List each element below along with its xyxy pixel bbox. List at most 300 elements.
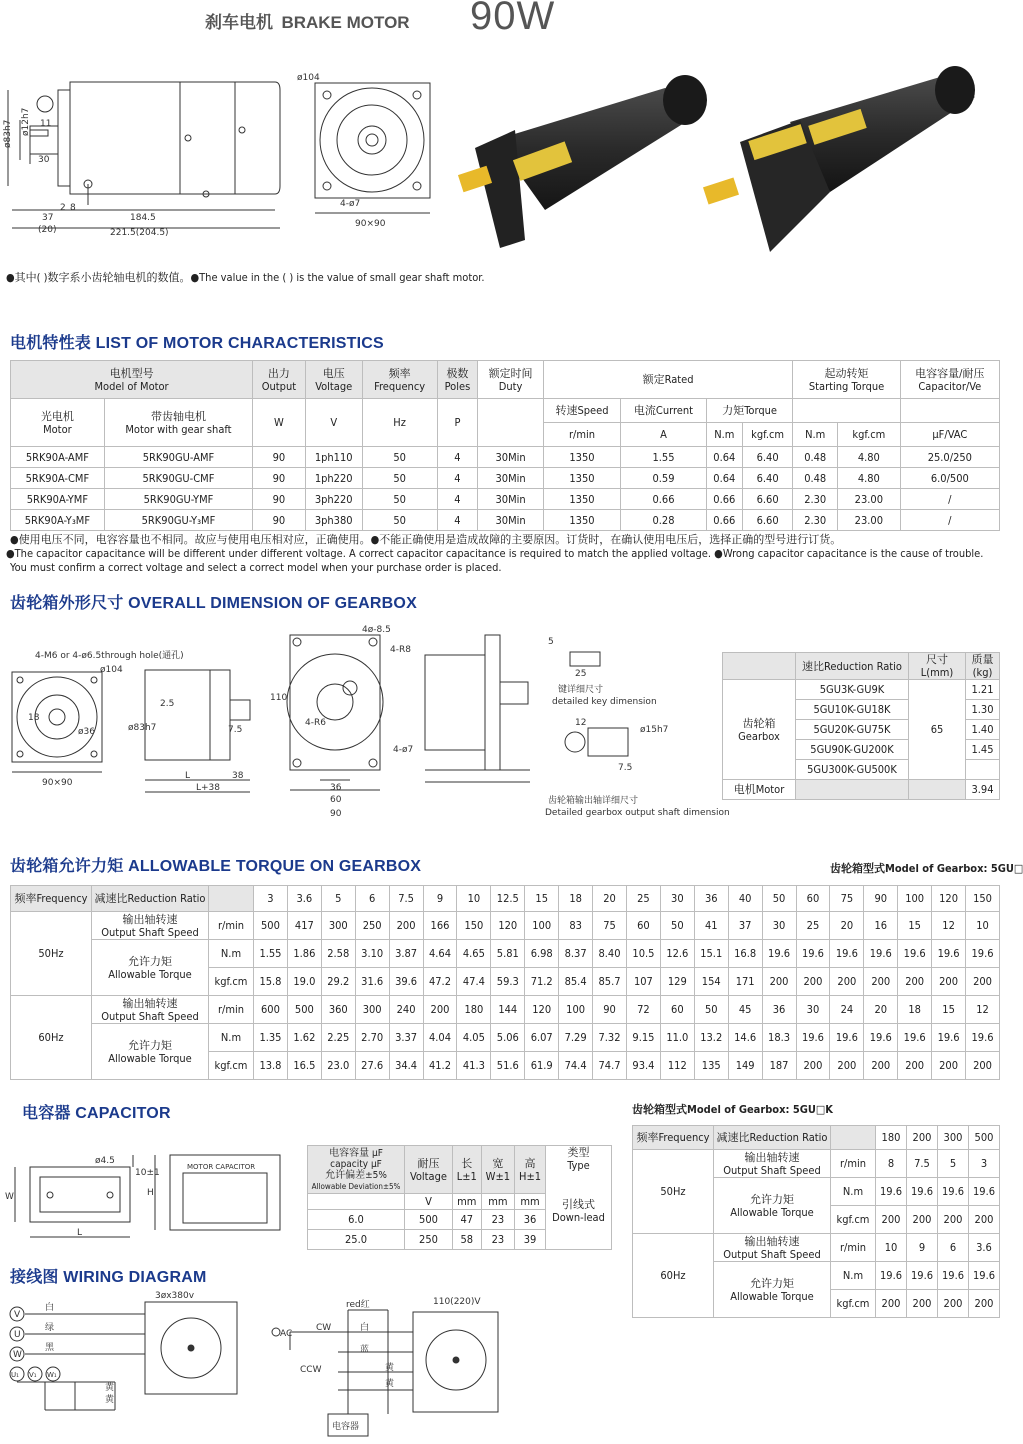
table-row	[11, 912, 1000, 940]
unit-cell: r/min	[831, 1150, 876, 1178]
capacitor-drawing	[5, 1145, 295, 1245]
value-cell: 200	[762, 968, 796, 996]
table-cell: 3ph380	[305, 510, 362, 531]
wire-yellow-1ph-label-2: 黄	[385, 1379, 395, 1389]
value-cell: 4.65	[457, 940, 491, 968]
value-cell: 61.9	[525, 1052, 559, 1080]
allowable-torque-table: 频率Frequency 减速比Reduction Ratio 3 3.6 5 6 7.5 9 10 12.5 15 18 20 25 30 36 40 50 60 75 90 100 120 150 50Hz 输出轴转速 Output Shaft Speed r/min 500 417 300 250 200 166 150 120 100 83 75 60 50 41 37 30 25 20 16 15 12 10 允许力矩 Allowable Torque N.m 1.55 1.86 2.58 3.10 3.87 4.64 4.65 5.81 6.98 8.37 8.40 10.5 12.6 15.1 16.8 19.6 19.6 19.6 19.6 19.6 19.6 19.6 kgf.cm 15.8 19.0 29.2 31.6 39.6 47.2 47.4 59.3 71.2 85.4 85.7 107 129 154 171 200 200 200 200 200 200 200 60Hz 输出轴转速 Output Shaft Speed r/min 600 500 360 300 240 200 180 144 120 100 90 72 60 50 45 36 30 24 20 18 15 12 允许力矩 Allowable Torque N.m 1.35 1.62 2.25 2.70 3.37 4.04 4.05 5.06 6.07 7.29 7.32 9.15 11.0 13.2 14.6 18.3 19.6 19.6 19.6 19.6 19.6 19.6 kgf.cm 13.8 16.5 23.0 27.6 34.4 41.2 41.3 51.6 61.9 74.4 74.7 93.4 112 135 149 187 200 200 200 200 200 200	[10, 885, 1000, 1080]
table-cell: 4	[437, 510, 478, 531]
page-header	[205, 8, 410, 38]
value-cell: 144	[491, 996, 525, 1024]
gear-dim-label-24: 25	[575, 669, 587, 679]
ratio-header: 10	[457, 886, 491, 912]
dim-12h7: ø12h7	[21, 107, 31, 136]
wiring-term-u: U	[14, 1330, 21, 1340]
table-cell: 6.0/500	[900, 468, 999, 489]
wiring-term-w: W	[13, 1350, 22, 1360]
title-cn: 刹车电机	[205, 13, 273, 32]
table-cell: 50	[362, 510, 437, 531]
value-cell: 120	[491, 912, 525, 940]
unit-cell: r/min	[209, 996, 254, 1024]
row-label: 允许力矩 Allowable Torque	[714, 1262, 831, 1318]
table-row	[11, 447, 1000, 468]
value-cell: 19.6	[966, 940, 1000, 968]
value-cell: 47.4	[457, 968, 491, 996]
table-cell: 50	[362, 489, 437, 510]
table-cell: 0.64	[706, 447, 742, 468]
table-cell: 1.55	[621, 447, 707, 468]
table-row	[11, 940, 1000, 968]
value-cell: 60	[660, 996, 694, 1024]
dim-4-7: 4-ø7	[340, 199, 361, 209]
cap-dim-label-3: L	[77, 1228, 83, 1238]
value-cell: 5	[938, 1150, 969, 1178]
value-cell: 30	[796, 996, 830, 1024]
row-label: 输出轴转速 Output Shaft Speed	[92, 912, 209, 940]
value-cell: 200	[969, 1206, 1000, 1234]
mass-cell: 1.30	[966, 700, 1000, 720]
ratio-header: 7.5	[389, 886, 423, 912]
wiring-section-title: 接线图 WIRING DIAGRAM	[10, 1269, 207, 1286]
table-cell: 0.48	[793, 447, 838, 468]
value-cell: 34.4	[389, 1052, 423, 1080]
ratio-header: 60	[796, 886, 830, 912]
wiring-term-v1: V₁	[29, 1371, 37, 1379]
capacitor-note-1: ●使用电压不同，电容容量也不相同。故应与使用电压相对应，正确使用。●不能正确使用是造成故障的主要原因。订货时，在确认使用电压后，选择正确的型号进行订货。	[10, 533, 842, 546]
power-rating: 90W	[470, 0, 556, 38]
value-cell: 12.6	[660, 940, 694, 968]
table-row	[11, 489, 1000, 510]
value-cell: 20	[864, 996, 898, 1024]
value-cell: 12	[966, 996, 1000, 1024]
gear-dim-label-7: 90×90	[42, 778, 73, 788]
value-cell: 3	[969, 1150, 1000, 1178]
value-cell: 6.98	[525, 940, 559, 968]
value-cell: 16	[864, 912, 898, 940]
dim-8: 8	[70, 203, 76, 213]
row-label: 允许力矩 Allowable Torque	[92, 1024, 209, 1080]
value-cell: 19.6	[830, 1024, 864, 1052]
value-cell: 4.05	[457, 1024, 491, 1052]
value-cell: 2.70	[355, 1024, 389, 1052]
value-cell: 16.8	[728, 940, 762, 968]
gear-dim-label-20: detailed key dimension	[552, 697, 657, 707]
mass-cell: 1.40	[966, 720, 1000, 740]
value-cell: 50	[660, 912, 694, 940]
value-cell: 200	[389, 912, 423, 940]
cap-dim-label-4: H	[147, 1188, 154, 1198]
value-cell: 200	[966, 968, 1000, 996]
value-cell: 154	[694, 968, 728, 996]
ratio-header: 9	[423, 886, 457, 912]
value-cell: 200	[938, 1206, 969, 1234]
gear-dim-label-14: 4-R6	[305, 718, 326, 728]
value-cell: 20	[830, 912, 864, 940]
motor-section-title: 电机特性表 LIST OF MOTOR CHARACTERISTICS	[10, 335, 384, 352]
value-cell: 150	[457, 912, 491, 940]
unit-cell: kgf.cm	[209, 1052, 254, 1080]
value-cell: 6.07	[525, 1024, 559, 1052]
value-cell: 360	[321, 996, 355, 1024]
small-torque-model-note: 齿轮箱型式Model of Gearbox: 5GU□K	[632, 1103, 833, 1116]
value-cell: 19.6	[762, 940, 796, 968]
value-cell: 19.6	[876, 1262, 907, 1290]
wiring-term-w1: W₁	[47, 1371, 57, 1379]
value-cell: 36	[762, 996, 796, 1024]
motor-characteristics-table: 电机型号 Model of Motor 出力 Output 电压 Voltage 频率 Frequency 极数 Poles 额定时间 Duty 额定Rated 起动转矩 Starting Torque 电容容量/耐压 Capacitor/Ve 光电机 Motor 带齿轴电机 Motor with gear shaft W V Hz P 转速Speed 电流Current 力矩Torque r/min A N.m kgf.cm N.m kgf.cm μF/VAC 5RK90A-AMF 5RK90GU-AMF 90 1ph110 50 4 30Min 1350 1.55 0.64 6.40 0.48 4.80 25.0/250 5RK90A-CMF 5RK90GU-CMF 90 1ph220 50 4 30Min 1350 0.59 0.64 6.40 0.48 4.80 6.0/500 5RK90A-YMF 5RK90GU-YMF 90 3ph220 50 4 30Min 1350 0.66 0.66 6.60 2.30 23.00 / 5RK90A-Y₃MF 5RK90GU-Y₃MF 90 3ph380 50 4 30Min 1350 0.28 0.66 6.60 2.30 23.00 /	[10, 360, 1000, 531]
table-cell: 3ph220	[305, 489, 362, 510]
value-cell: 187	[762, 1052, 796, 1080]
value-cell: 50	[694, 996, 728, 1024]
table-cell: 30Min	[478, 489, 543, 510]
table-cell: 23.00	[838, 489, 901, 510]
wiring-cw-label: CW	[316, 1323, 332, 1333]
value-cell: 8	[876, 1150, 907, 1178]
value-cell: 47.2	[423, 968, 457, 996]
value-cell: 19.6	[876, 1178, 907, 1206]
value-cell: 149	[728, 1052, 762, 1080]
value-cell: 417	[287, 912, 321, 940]
value-cell: 4.04	[423, 1024, 457, 1052]
table-row	[11, 1024, 1000, 1052]
cap-dim-label-0: ø4.5	[95, 1156, 115, 1166]
table-row	[633, 1150, 1000, 1178]
ratio-header: 50	[762, 886, 796, 912]
ratio-header: 90	[864, 886, 898, 912]
value-cell: 4.64	[423, 940, 457, 968]
value-cell: 9.15	[626, 1024, 660, 1052]
table-cell: 6.60	[742, 510, 793, 531]
table-cell: 30Min	[478, 447, 543, 468]
motor-photo-1	[455, 70, 725, 250]
motor-front-drawing	[295, 68, 445, 233]
value-cell: 19.6	[938, 1262, 969, 1290]
wire-blue-label: 蓝	[360, 1345, 370, 1355]
value-cell: 8.40	[593, 940, 627, 968]
value-cell: 19.6	[864, 1024, 898, 1052]
ratio-cell: 5GU90K-GU200K	[796, 740, 909, 760]
ratio-header: 75	[830, 886, 864, 912]
gear-dim-label-11: 4ø-8.5	[362, 625, 391, 635]
value-cell: 51.6	[491, 1052, 525, 1080]
gear-dim-label-6: 7.5	[228, 725, 243, 735]
table-row	[11, 996, 1000, 1024]
ratio-header: 30	[660, 886, 694, 912]
value-cell: 200	[898, 1052, 932, 1080]
wiring-term-u1: U₁	[11, 1371, 19, 1379]
wiring-1ph-voltage: 110(220)V	[433, 1297, 481, 1307]
ratio-header: 3	[254, 886, 288, 912]
value-cell: 200	[423, 996, 457, 1024]
small-torque-table: 频率Frequency 减速比Reduction Ratio 180 200 300 500 50Hz 输出轴转速 Output Shaft Speed r/min 8 7.5 5 3 允许力矩 Allowable Torque N.m 19.6 19.6 19.6 19.6 kgf.cm 200 200 200 200 60Hz 输出轴转速 Output Shaft Speed r/min 10 9 6 3.6 允许力矩 Allowable Torque N.m 19.6 19.6 19.6 19.6 kgf.cm 200 200 200 200	[632, 1125, 1000, 1318]
value-cell: 5.81	[491, 940, 525, 968]
value-cell: 12	[932, 912, 966, 940]
motor-photo-2	[700, 62, 1000, 262]
title-en: BRAKE MOTOR	[281, 13, 410, 32]
value-cell: 2.25	[321, 1024, 355, 1052]
value-cell: 300	[321, 912, 355, 940]
table-cell: 90	[253, 447, 306, 468]
value-cell: 5.06	[491, 1024, 525, 1052]
value-cell: 39.6	[389, 968, 423, 996]
value-cell: 200	[932, 1052, 966, 1080]
unit-cell: r/min	[831, 1234, 876, 1262]
dim-37: 37	[42, 213, 54, 223]
wire-red-label: red红	[346, 1300, 370, 1310]
value-cell: 13.2	[694, 1024, 728, 1052]
table-cell: 6.40	[742, 468, 793, 489]
value-cell: 15	[932, 996, 966, 1024]
value-cell: 29.2	[321, 968, 355, 996]
gear-dim-label-2: 18	[28, 713, 40, 723]
table-cell: 5RK90A-YMF	[11, 489, 105, 510]
gear-dim-label-23: 5	[548, 637, 554, 647]
value-cell: 23.0	[321, 1052, 355, 1080]
ratio-header: 25	[626, 886, 660, 912]
row-label: 输出轴转速 Output Shaft Speed	[714, 1234, 831, 1262]
value-cell: 59.3	[491, 968, 525, 996]
table-cell: /	[900, 489, 999, 510]
value-cell: 41	[694, 912, 728, 940]
table-cell: 1350	[543, 447, 620, 468]
value-cell: 74.7	[593, 1052, 627, 1080]
row-label: 输出轴转速 Output Shaft Speed	[92, 996, 209, 1024]
table-cell: 0.66	[706, 510, 742, 531]
value-cell: 6	[938, 1234, 969, 1262]
value-cell: 107	[626, 968, 660, 996]
table-row	[11, 510, 1000, 531]
ratio-cell: 5GU10K-GU18K	[796, 700, 909, 720]
ratio-header: 5	[321, 886, 355, 912]
dim-184: 184.5	[130, 213, 156, 223]
unit-cell: N.m	[209, 1024, 254, 1052]
table-cell: 30Min	[478, 510, 543, 531]
table-cell: 1350	[543, 468, 620, 489]
ratio-header: 40	[728, 886, 762, 912]
value-cell: 7.29	[559, 1024, 593, 1052]
value-cell: 200	[876, 1206, 907, 1234]
value-cell: 600	[254, 996, 288, 1024]
dim-83h7: ø83h7	[3, 119, 13, 148]
value-cell: 19.6	[966, 1024, 1000, 1052]
value-cell: 10	[876, 1234, 907, 1262]
dim-2: 2	[60, 203, 66, 213]
table-cell: 23.00	[838, 510, 901, 531]
value-cell: 15.1	[694, 940, 728, 968]
value-cell: 2.58	[321, 940, 355, 968]
value-cell: 27.6	[355, 1052, 389, 1080]
capacitor-note-2: ●The capacitor capacitance will be different under different voltage. A correct capacitor capacitance is required to match the applied voltage. ●Wrong capacitor capacitance is the cause of trouble.	[6, 547, 984, 560]
ratio-header: 300	[938, 1126, 969, 1150]
value-cell: 18.3	[762, 1024, 796, 1052]
value-cell: 90	[593, 996, 627, 1024]
value-cell: 19.6	[938, 1178, 969, 1206]
table-cell: 50	[362, 468, 437, 489]
unit-cell: kgf.cm	[831, 1206, 876, 1234]
gear-dim-label-19: 键详细尺寸	[558, 685, 604, 695]
table-cell: 25.0/250	[900, 447, 999, 468]
value-cell: 85.7	[593, 968, 627, 996]
wire-yellow-1ph-label-1: 黄	[385, 1363, 395, 1373]
wiring-diagram-3ph	[5, 1290, 245, 1420]
value-cell: 500	[254, 912, 288, 940]
value-cell: 93.4	[626, 1052, 660, 1080]
value-cell: 75	[593, 912, 627, 940]
value-cell: 3.87	[389, 940, 423, 968]
table-cell: 5RK90GU-AMF	[104, 447, 252, 468]
table-cell: 1ph220	[305, 468, 362, 489]
value-cell: 19.6	[830, 940, 864, 968]
value-cell: 7.5	[907, 1150, 938, 1178]
ratio-header: 3.6	[287, 886, 321, 912]
ratio-header: 180	[876, 1126, 907, 1150]
value-cell: 30	[762, 912, 796, 940]
value-cell: 200	[796, 1052, 830, 1080]
ratio-cell: 5GU300K-GU500K	[796, 760, 909, 780]
cap-dim-label-5: MOTOR CAPACITOR	[187, 1163, 256, 1171]
dim-221: 221.5(204.5)	[110, 228, 169, 238]
value-cell: 171	[728, 968, 762, 996]
value-cell: 200	[966, 1052, 1000, 1080]
value-cell: 300	[355, 996, 389, 1024]
value-cell: 8.37	[559, 940, 593, 968]
gear-dim-label-0: 4-M6 or 4-ø6.5through hole(通孔)	[35, 651, 184, 661]
value-cell: 19.6	[907, 1262, 938, 1290]
dim-20: (20)	[38, 225, 57, 235]
cap-section-title: 电容器 CAPACITOR	[22, 1105, 171, 1122]
value-cell: 180	[457, 996, 491, 1024]
ratio-header: 200	[907, 1126, 938, 1150]
value-cell: 250	[355, 912, 389, 940]
gear-dim-label-10: L+38	[196, 783, 221, 793]
ratio-header: 36	[694, 886, 728, 912]
value-cell: 200	[969, 1290, 1000, 1318]
value-cell: 15.8	[254, 968, 288, 996]
torque-section-title: 齿轮箱允许力矩 ALLOWABLE TORQUE ON GEARBOX	[10, 858, 422, 875]
wiring-ac-label: AC	[280, 1329, 293, 1339]
table-cell: 50	[362, 447, 437, 468]
table-cell: 1350	[543, 510, 620, 531]
value-cell: 3.37	[389, 1024, 423, 1052]
gear-dim-label-8: L	[185, 771, 191, 781]
value-cell: 1.62	[287, 1024, 321, 1052]
value-cell: 135	[694, 1052, 728, 1080]
table-cell: 1350	[543, 489, 620, 510]
cap-dim-label-2: W	[5, 1192, 14, 1202]
value-cell: 14.6	[728, 1024, 762, 1052]
value-cell: 24	[830, 996, 864, 1024]
value-cell: 200	[796, 968, 830, 996]
ratio-header: 20	[593, 886, 627, 912]
value-cell: 200	[864, 1052, 898, 1080]
value-cell: 83	[559, 912, 593, 940]
ratio-header: 18	[559, 886, 593, 912]
row-label: 允许力矩 Allowable Torque	[714, 1178, 831, 1234]
table-cell: 4	[437, 489, 478, 510]
value-cell: 112	[660, 1052, 694, 1080]
value-cell: 19.6	[932, 1024, 966, 1052]
value-cell: 19.6	[969, 1178, 1000, 1206]
dim-11: 11	[40, 119, 52, 129]
value-cell: 9	[907, 1234, 938, 1262]
gear-dim-label-22: Detailed gearbox output shaft dimension	[545, 808, 730, 818]
row-label: 允许力矩 Allowable Torque	[92, 940, 209, 996]
frequency-cell: 50Hz	[633, 1150, 714, 1234]
frequency-cell: 60Hz	[11, 996, 92, 1080]
ratio-header: 12.5	[491, 886, 525, 912]
table-cell: 5RK90GU-Y₃MF	[104, 510, 252, 531]
value-cell: 200	[864, 968, 898, 996]
value-cell: 10	[966, 912, 1000, 940]
value-cell: 19.6	[898, 940, 932, 968]
unit-cell: N.m	[831, 1178, 876, 1206]
value-cell: 166	[423, 912, 457, 940]
capacitor-box-label: 电容器	[332, 1422, 360, 1432]
table-cell: 30Min	[478, 468, 543, 489]
gear-dim-label-15: 4-ø7	[393, 745, 414, 755]
value-cell: 45	[728, 996, 762, 1024]
table-cell: 0.66	[706, 489, 742, 510]
capacitor-table: 电容容量 μF capacity μF 允许偏差±5% Allowable Deviation±5% 耐压 Voltage 长 L±1 宽 W±1 高 H±1 类型 Type 引线式 Down-lead V mm mm mm 6.0 500 47 23 36 25.0 250 58 23 39	[307, 1145, 612, 1250]
table-cell: 4.80	[838, 468, 901, 489]
wire-white-1ph-label: 白	[360, 1323, 370, 1333]
value-cell: 500	[287, 996, 321, 1024]
wire-white-label: 白	[45, 1303, 55, 1313]
value-cell: 3.10	[355, 940, 389, 968]
ratio-header: 120	[932, 886, 966, 912]
gearbox-drawing	[0, 620, 730, 820]
table-cell: 6.40	[742, 447, 793, 468]
wire-yellow-label-1: 黄	[105, 1383, 115, 1393]
value-cell: 200	[830, 1052, 864, 1080]
value-cell: 200	[830, 968, 864, 996]
ratio-cell: 5GU3K-GU9K	[796, 680, 909, 700]
gear-dim-label-13: 110	[270, 693, 288, 703]
table-cell: 0.28	[621, 510, 707, 531]
value-cell: 85.4	[559, 968, 593, 996]
unit-cell: N.m	[209, 940, 254, 968]
table-cell: 4	[437, 447, 478, 468]
table-row	[633, 1234, 1000, 1262]
table-cell: 4	[437, 468, 478, 489]
capacitor-note-3: You must confirm a correct voltage and select a correct model when your purchase order is placed.	[10, 561, 502, 574]
value-cell: 19.6	[796, 940, 830, 968]
motor-side-drawing	[0, 60, 300, 240]
unit-cell: N.m	[831, 1262, 876, 1290]
row-label: 输出轴转速 Output Shaft Speed	[714, 1150, 831, 1178]
ratio-header: 150	[966, 886, 1000, 912]
ratio-header: 15	[525, 886, 559, 912]
value-cell: 240	[389, 996, 423, 1024]
gearbox-label: 齿轮箱 Gearbox	[723, 680, 796, 780]
table-cell: 0.66	[621, 489, 707, 510]
value-cell: 200	[898, 968, 932, 996]
table-cell: 5RK90A-Y₃MF	[11, 510, 105, 531]
mass-cell	[966, 760, 1000, 780]
torque-model-note: 齿轮箱型式Model of Gearbox: 5GU□	[830, 862, 1023, 875]
value-cell: 19.6	[864, 940, 898, 968]
value-cell: 200	[938, 1290, 969, 1318]
value-cell: 41.2	[423, 1052, 457, 1080]
gear-section-title: 齿轮箱外形尺寸 OVERALL DIMENSION OF GEARBOX	[10, 595, 417, 612]
ratio-header: 6	[355, 886, 389, 912]
value-cell: 19.6	[932, 940, 966, 968]
value-cell: 60	[626, 912, 660, 940]
gear-dim-label-1: ø104	[100, 665, 123, 675]
gear-dim-label-16: 36	[330, 783, 342, 793]
wiring-3ph-voltage: 3øx380v	[155, 1291, 195, 1301]
value-cell: 200	[907, 1206, 938, 1234]
